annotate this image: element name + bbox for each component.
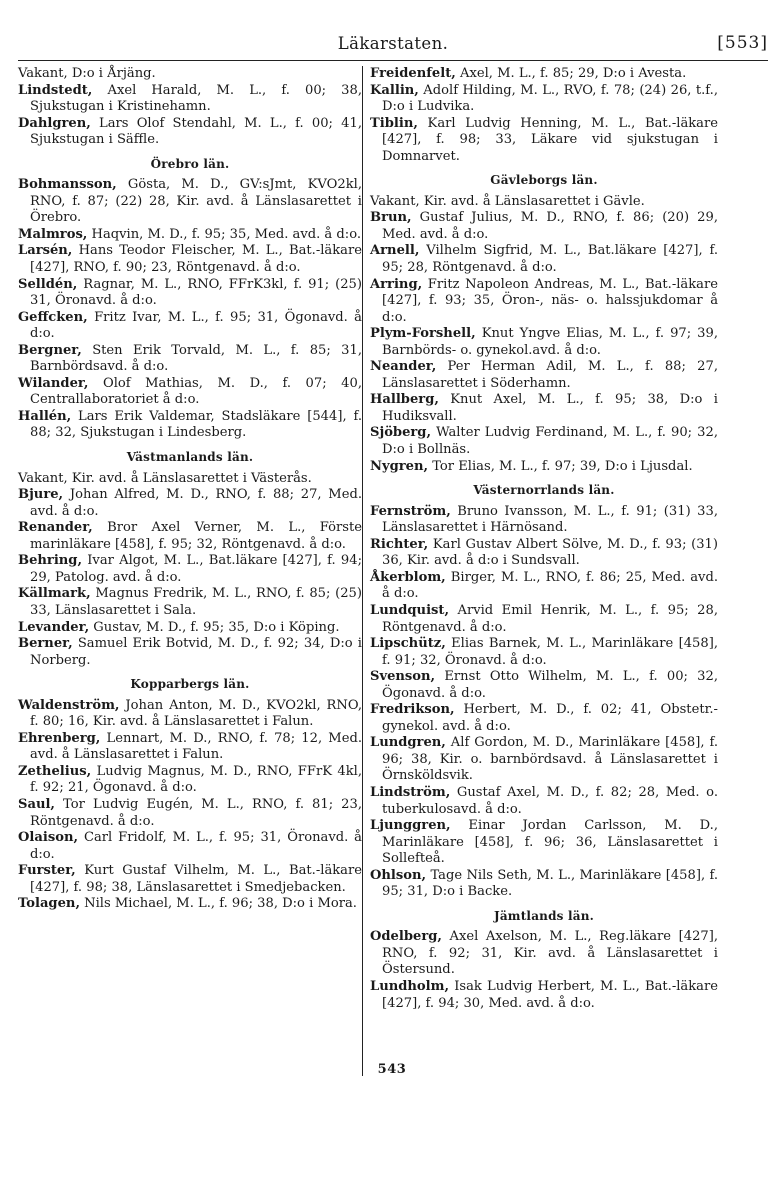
section-heading: Västernorrlands län. (473, 483, 615, 498)
entry-details: Arvid Emil Henrik, M. L., f. 95; 28, Röntgenavd. å d:o. (382, 602, 718, 635)
entry-details: Gustav, M. D., f. 95; 35, D:o i Köping. (89, 619, 340, 635)
entry-surname: Brun, (370, 210, 412, 226)
entry-surname: Zethelius, (18, 763, 92, 779)
entry-surname: Freidenfelt, (370, 66, 456, 81)
entry-details: Vakant, D:o i Årjäng. (18, 66, 156, 81)
directory-entry (370, 277, 718, 327)
entry-details: Ivar Algot, M. L., Bat.läkare [427], f. 94; 29, Patolog. avd. å d:o. (30, 553, 362, 585)
page-number: 543 (377, 1062, 407, 1077)
directory-entry (370, 66, 718, 83)
directory-entry (370, 702, 718, 735)
directory-entry (18, 83, 362, 116)
entry-surname: Kallin, (370, 82, 419, 98)
directory-entry (18, 620, 362, 637)
entry-surname: Åkerblom, (370, 569, 446, 585)
directory-entry (18, 636, 362, 669)
directory-entry (370, 868, 718, 901)
entry-surname: Bohmansson, (18, 177, 117, 193)
section-heading: Kopparbergs län. (130, 677, 250, 692)
section-heading: Jämtlands län. (493, 908, 595, 923)
entry-surname: Arring, (370, 276, 423, 292)
entry-surname: Dahlgren, (18, 115, 91, 131)
entry-details: Vakant, Kir. avd. å Länslasarettet i Västerås. (18, 470, 312, 486)
entry-details: Einar Jordan Carlsson, M. D., Marinläkare [458], f. 96; 36, Länslasarettet i Sollefteå. (382, 818, 718, 867)
left-column (18, 66, 362, 913)
entry-surname: Nygren, (370, 458, 429, 474)
directory-entry (18, 830, 362, 863)
entry-details: Birger, M. L., RNO, f. 86; 25, Med. avd. å d:o. (382, 569, 718, 602)
directory-entry (18, 586, 362, 619)
entry-details: Alf Gordon, M. D., Marinläkare [458], f. 96; 38, Kir. o. barnbördsavd. å Länslasarettet i Örnsköldsvik. (382, 735, 718, 784)
entry-surname: Tolagen, (18, 896, 80, 912)
bracket-page-number: [553] (717, 33, 768, 53)
entry-surname: Lundholm, (370, 978, 450, 994)
entry-details: Carl Fridolf, M. L., f. 95; 31, Öronavd. å d:o. (30, 830, 362, 862)
entry-details: Johan Anton, M. D., KVO2kl, RNO, f. 80; 16, Kir. avd. å Länslasarettet i Falun. (30, 697, 362, 730)
entry-details: Gustaf Julius, M. D., RNO, f. 86; (20) 29, Med. avd. å d:o. (382, 210, 718, 242)
entry-surname: Arnell, (370, 243, 420, 259)
page-header (18, 34, 768, 62)
entry-surname: Levander, (18, 619, 90, 635)
entry-details: Karl Gustav Albert Sölve, M. D., f. 93; (31) 36, Kir. avd. å d:o i Sundsvall. (382, 536, 718, 569)
entry-surname: Bergner, (18, 342, 82, 358)
entry-details: Walter Ludvig Ferdinand, M. L., f. 90; 32, D:o i Bollnäs. (382, 425, 718, 458)
directory-entry (370, 504, 718, 537)
entry-details: Ernst Otto Wilhelm, M. L., f. 00; 32, Ögonavd. å d:o. (382, 669, 718, 701)
entry-surname: Olaison, (18, 830, 79, 846)
entry-surname: Ohlson, (370, 867, 427, 883)
section-heading: Gävleborgs län. (490, 173, 598, 188)
entry-surname: Lundquist, (370, 602, 450, 618)
entry-details: Johan Alfred, M. D., RNO, f. 88; 27, Med. avd. å d:o. (30, 487, 362, 519)
entry-surname: Plym-Forshell, (370, 326, 476, 342)
entry-surname: Wilander, (18, 375, 89, 391)
directory-entry (370, 636, 718, 669)
entry-surname: Neander, (370, 359, 437, 375)
entry-surname: Källmark, (18, 586, 91, 602)
directory-entry (370, 570, 718, 603)
entry-details: Fritz Ivar, M. L., f. 95; 31, Ögonavd. å d:o. (30, 309, 362, 342)
entry-details: Sten Erik Torvald, M. L., f. 85; 31, Barnbördsavd. å d:o. (30, 342, 362, 375)
directory-entry (370, 669, 718, 702)
entry-surname: Malmros, (18, 226, 88, 242)
directory-entry (18, 731, 362, 764)
entry-surname: Odelberg, (370, 929, 442, 945)
entry-details: Ragnar, M. L., RNO, FFrK3kl, f. 91; (25) 31, Öronavd. å d:o. (30, 276, 362, 309)
entry-details: Bror Axel Verner, M. L., Förste marinläkare [458], f. 95; 32, Röntgenavd. å d:o. (30, 520, 362, 552)
entry-details: Karl Ludvig Henning, M. L., Bat.-läkare [427], f. 98; 33, Läkare vid sjukstugan i Domnarvet. (382, 115, 718, 164)
directory-entry (370, 243, 718, 276)
column-divider (362, 66, 363, 1076)
directory-entry (18, 116, 362, 149)
directory-entry (370, 116, 718, 166)
entry-surname: Bjure, (18, 487, 64, 503)
entry-details: Gösta, M. D., GV:sJmt, KVO2kl, RNO, f. 87; (22) 28, Kir. avd. å Länslasarettet i Örebro. (30, 177, 362, 226)
entry-surname: Sjöberg, (370, 425, 432, 441)
directory-entry (18, 343, 362, 376)
entry-surname: Fernström, (370, 503, 451, 519)
entry-surname: Lindström, (370, 784, 451, 800)
directory-entry (370, 537, 718, 570)
entry-details: Ludvig Magnus, M. D., RNO, FFrK 4kl, f. 92; 21, Ögonavd. å d:o. (30, 763, 362, 796)
directory-entry (370, 359, 718, 392)
directory-entry (18, 409, 362, 442)
entry-surname: Fredrikson, (370, 702, 455, 718)
entry-details: Axel Harald, M. L., f. 00; 38, Sjukstugan i Kristinehamn. (30, 82, 362, 115)
directory-entry (18, 553, 362, 586)
entry-details: Samuel Erik Botvid, M. D., f. 92; 34, D:o i Norberg. (30, 636, 362, 668)
header-rule (18, 60, 768, 61)
entry-details: Tage Nils Seth, M. L., Marinläkare [458], f. 95; 31, D:o i Backe. (382, 867, 718, 900)
entry-details: Axel Axelson, M. L., Reg.läkare [427], RNO, f. 92; 31, Kir. avd. å Länslasarettet i Östersund. (382, 929, 718, 978)
entry-details: Hans Teodor Fleischer, M. L., Bat.-läkare [427], RNO, f. 90; 23, Röntgenavd. å d:o. (30, 243, 362, 276)
directory-entry (370, 83, 718, 116)
directory-entry (370, 425, 718, 458)
directory-entry (370, 603, 718, 636)
entry-details: Vakant, Kir. avd. å Länslasarettet i Gävle. (370, 193, 645, 209)
directory-entry (18, 227, 362, 244)
directory-entry (18, 177, 362, 227)
directory-entry (370, 785, 718, 818)
directory-entry (370, 392, 718, 425)
directory-entry (18, 66, 362, 83)
entry-surname: Hallén, (18, 408, 72, 424)
entry-details: Olof Mathias, M. D., f. 07; 40, Centrallaboratoriet å d:o. (30, 375, 362, 408)
entry-details: Haqvin, M. D., f. 95; 35, Med. avd. å d:o. (87, 226, 362, 242)
entry-surname: Behring, (18, 553, 83, 569)
entry-surname: Ehrenberg, (18, 730, 101, 746)
entry-details: Per Herman Adil, M. L., f. 88; 27, Länslasarettet i Söderhamn. (382, 359, 718, 391)
directory-entry (18, 376, 362, 409)
right-column (370, 66, 718, 1012)
entry-details: Vilhelm Sigfrid, M. L., Bat.läkare [427], f. 95; 28, Röntgenavd. å d:o. (382, 243, 718, 276)
directory-entry (18, 863, 362, 896)
entry-surname: Lindstedt, (18, 82, 93, 98)
directory-entry (18, 896, 362, 913)
entry-surname: Furster, (18, 863, 76, 879)
directory-entry (18, 310, 362, 343)
directory-entry (370, 979, 718, 1012)
directory-entry (370, 929, 718, 979)
entry-details: Tor Ludvig Eugén, M. L., RNO, f. 81; 23, Röntgenavd. å d:o. (30, 796, 362, 829)
directory-entry (18, 471, 362, 488)
entry-details: Lars Erik Valdemar, Stadsläkare [544], f. 88; 32, Sjukstugan i Lindesberg. (30, 408, 362, 441)
directory-entry (18, 698, 362, 731)
directory-entry (370, 326, 718, 359)
section-heading: Örebro län. (150, 156, 230, 171)
entry-surname: Richter, (370, 536, 429, 552)
entry-surname: Waldenström, (18, 697, 120, 713)
entry-surname: Lipschütz, (370, 636, 446, 652)
entry-details: Axel, M. L., f. 85; 29, D:o i Avesta. (455, 66, 687, 81)
page-title: Läkarstaten. (337, 34, 449, 53)
directory-entry (370, 735, 718, 785)
entry-details: Lennart, M. D., RNO, f. 78; 12, Med. avd. å Länslasarettet i Falun. (30, 730, 362, 763)
entry-details: Adolf Hilding, M. L., RVO, f. 78; (24) 26, t.f., D:o i Ludvika. (382, 82, 718, 115)
directory-entry (18, 487, 362, 520)
entry-surname: Svenson, (370, 669, 436, 685)
section-heading: Västmanlands län. (126, 450, 254, 465)
entry-surname: Tiblin, (370, 115, 418, 131)
directory-entry (370, 210, 718, 243)
entry-surname: Saul, (18, 796, 55, 812)
entry-surname: Renander, (18, 520, 93, 536)
directory-entry (370, 818, 718, 868)
directory-entry (18, 797, 362, 830)
directory-entry (18, 764, 362, 797)
entry-details: Isak Ludvig Herbert, M. L., Bat.-läkare [427], f. 94; 30, Med. avd. å d:o. (382, 978, 718, 1011)
entry-surname: Hallberg, (370, 392, 439, 408)
directory-entry (18, 277, 362, 310)
entry-details: Nils Michael, M. L., f. 96; 38, D:o i Mora. (80, 896, 357, 912)
entry-details: Knut Yngve Elias, M. L., f. 97; 39, Barnbörds- o. gynekol.avd. å d:o. (382, 326, 718, 358)
entry-details: Lars Olof Stendahl, M. L., f. 00; 41, Sjukstugan i Säffle. (30, 115, 362, 148)
entry-details: Herbert, M. D., f. 02; 41, Obstetr.-gynekol. avd. å d:o. (382, 702, 718, 734)
entry-details: Elias Barnek, M. L., Marinläkare [458], f. 91; 32, Öronavd. å d:o. (382, 636, 718, 668)
directory-entry (370, 194, 718, 211)
entry-details: Magnus Fredrik, M. L., RNO, f. 85; (25) 33, Länslasarettet i Sala. (30, 586, 362, 618)
entry-details: Kurt Gustaf Vilhelm, M. L., Bat.-läkare [427], f. 98; 38, Länslasarettet i Smedjebacken. (30, 863, 362, 895)
entry-details: Tor Elias, M. L., f. 97; 39, D:o i Ljusdal. (428, 458, 693, 474)
directory-entry (370, 459, 718, 476)
entry-surname: Geffcken, (18, 309, 88, 325)
entry-details: Fritz Napoleon Andreas, M. L., Bat.-läkare [427], f. 93; 35, Öron-, näs- o. halssjukdomar å d:o. (382, 276, 718, 325)
entry-surname: Larsén, (18, 243, 73, 259)
entry-surname: Selldén, (18, 276, 78, 292)
entry-surname: Berner, (18, 636, 73, 652)
entry-details: Knut Axel, M. L., f. 95; 38, D:o i Hudiksvall. (382, 392, 718, 424)
entry-surname: Ljunggren, (370, 818, 451, 834)
entry-details: Gustaf Axel, M. D., f. 82; 28, Med. o. tuberkulosavd. å d:o. (382, 784, 718, 817)
entry-details: Bruno Ivansson, M. L., f. 91; (31) 33, Länslasarettet i Härnösand. (382, 503, 718, 536)
entry-surname: Lundgren, (370, 735, 446, 751)
directory-entry (18, 520, 362, 553)
directory-entry (18, 243, 362, 276)
